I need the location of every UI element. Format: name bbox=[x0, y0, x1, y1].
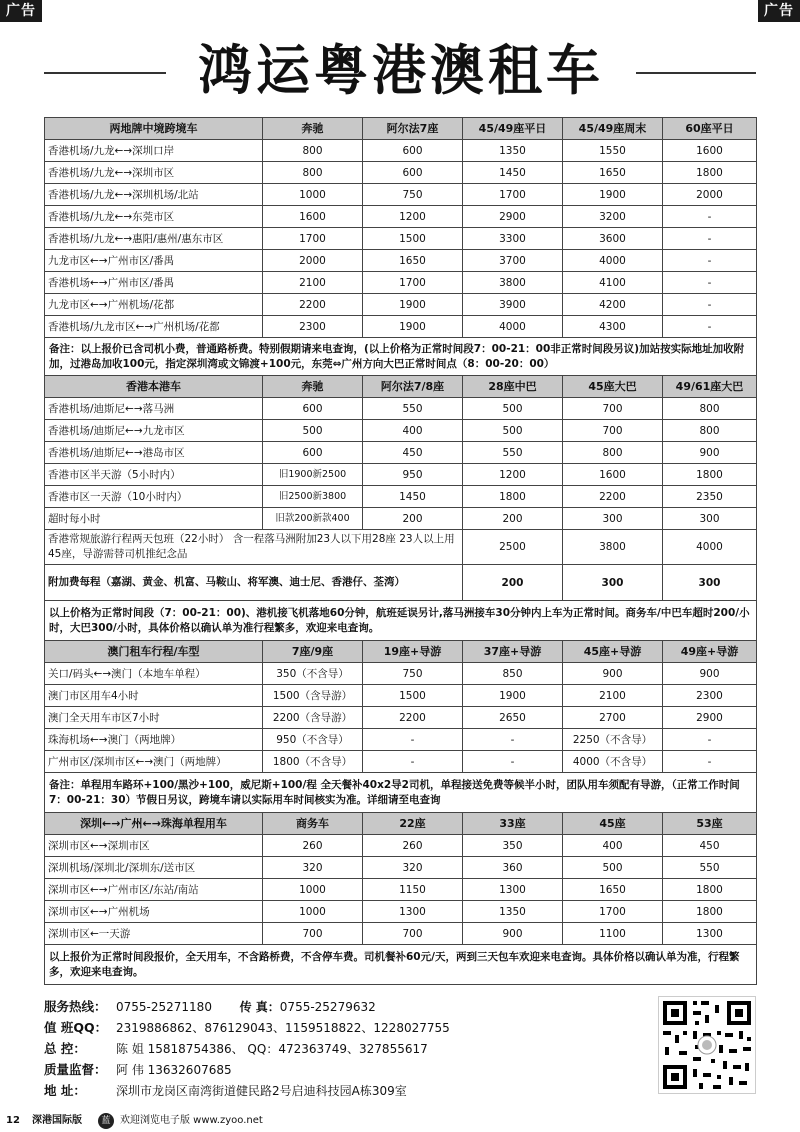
price-cell: 2200 bbox=[363, 707, 463, 729]
t1-header-60-seat: 60座平日 bbox=[663, 118, 757, 140]
price-cell: 450 bbox=[663, 835, 757, 857]
quality-row bbox=[44, 1059, 644, 1080]
price-cell: - bbox=[663, 228, 757, 250]
price-cell: 700 bbox=[563, 398, 663, 420]
page-title: 鸿运粤港澳租车 bbox=[198, 39, 604, 102]
route-cell: 香港机场/迪斯尼←→落马洲 bbox=[45, 398, 263, 420]
route-cell: 澳门市区用车4小时 bbox=[45, 685, 263, 707]
price-cell: 1800 bbox=[463, 486, 563, 508]
price-cell: 1300 bbox=[663, 923, 757, 945]
t2-header-45-seat: 45座大巴 bbox=[563, 376, 663, 398]
table-row bbox=[45, 162, 757, 184]
t2-header-61-seat: 49/61座大巴 bbox=[663, 376, 757, 398]
t3-header-7-seat: 7座/9座 bbox=[263, 641, 363, 663]
price-cell: 800 bbox=[663, 398, 757, 420]
route-cell: 香港机场/迪斯尼←→港岛市区 bbox=[45, 442, 263, 464]
price-cell: 3200 bbox=[563, 206, 663, 228]
price-cell: 500 bbox=[463, 420, 563, 442]
t1-note-row bbox=[45, 338, 757, 376]
table-row bbox=[45, 835, 757, 857]
table-row bbox=[45, 530, 757, 565]
route-cell: 深圳市区←→深圳市区 bbox=[45, 835, 263, 857]
t4-header-22-seat: 22座 bbox=[363, 813, 463, 835]
price-cell: 400 bbox=[563, 835, 663, 857]
t1-header-route: 两地牌中境跨境车 bbox=[45, 118, 263, 140]
table-row bbox=[45, 184, 757, 206]
price-cell: 2100 bbox=[563, 685, 663, 707]
t1-header-alphard: 阿尔法7座 bbox=[363, 118, 463, 140]
t3-header-route: 澳门租车行程/车型 bbox=[45, 641, 263, 663]
price-cell: - bbox=[663, 751, 757, 773]
t3-header-49-seat: 49座+导游 bbox=[663, 641, 757, 663]
price-cell: 3800 bbox=[463, 272, 563, 294]
qq-label: 值 班QQ： bbox=[44, 1020, 108, 1035]
table-row bbox=[45, 464, 757, 486]
price-cell: 1500 bbox=[363, 228, 463, 250]
price-cell: 1900 bbox=[563, 184, 663, 206]
price-cell: 4000 bbox=[563, 250, 663, 272]
price-cell: 1700 bbox=[263, 228, 363, 250]
route-cell: 香港市区一天游（10小时内） bbox=[45, 486, 263, 508]
quality-contact: 阿 伟 13632607685 bbox=[116, 1063, 232, 1077]
t2-header-route: 香港本港车 bbox=[45, 376, 263, 398]
t4-note-row bbox=[45, 945, 757, 985]
qr-code-icon bbox=[658, 996, 756, 1094]
price-cell: 4200 bbox=[563, 294, 663, 316]
t3-header-37-seat: 37座+导游 bbox=[463, 641, 563, 663]
table-row bbox=[45, 228, 757, 250]
price-cell: 3900 bbox=[463, 294, 563, 316]
price-cell: - bbox=[363, 729, 463, 751]
t1-header-bus-weekend: 45/49座周末 bbox=[563, 118, 663, 140]
price-cell: 400 bbox=[363, 420, 463, 442]
t4-header-route: 深圳←→广州←→珠海单程用车 bbox=[45, 813, 263, 835]
price-cell: 1200 bbox=[463, 464, 563, 486]
price-cell: 1000 bbox=[263, 184, 363, 206]
price-cell: 4000（不含导） bbox=[563, 751, 663, 773]
address-text: 深圳市龙岗区南湾街道健民路2号启迪科技园A栋309室 bbox=[116, 1084, 407, 1098]
price-cell: - bbox=[663, 294, 757, 316]
table-row bbox=[45, 879, 757, 901]
price-cell: 1800 bbox=[663, 901, 757, 923]
table-row bbox=[45, 923, 757, 945]
t1-header-row bbox=[45, 118, 757, 140]
table-row bbox=[45, 398, 757, 420]
edition-name: 深港国际版 bbox=[32, 1115, 82, 1126]
table-row bbox=[45, 857, 757, 879]
price-cell: 1800 bbox=[663, 879, 757, 901]
route-cell: 珠海机场←→澳门（两地牌） bbox=[45, 729, 263, 751]
price-cell: 800 bbox=[563, 442, 663, 464]
route-cell: 澳门全天用车市区7小时 bbox=[45, 707, 263, 729]
price-cell: 旧款200新款400 bbox=[263, 508, 363, 530]
magazine-logo-icon: 蓝 bbox=[98, 1113, 114, 1129]
price-cell: 550 bbox=[663, 857, 757, 879]
price-cell: 2300 bbox=[663, 685, 757, 707]
address-row bbox=[44, 1080, 644, 1101]
ad-tag-right: 广告 bbox=[758, 0, 800, 22]
price-cell: 2000 bbox=[263, 250, 363, 272]
price-cell: 1600 bbox=[663, 140, 757, 162]
t3-header-19-seat: 19座+导游 bbox=[363, 641, 463, 663]
route-cell: 深圳市区←一天游 bbox=[45, 923, 263, 945]
route-cell: 深圳市区←→广州机场 bbox=[45, 901, 263, 923]
control-contact: 陈 姐 15818754386、 QQ：472363749、327855617 bbox=[116, 1042, 428, 1056]
price-cell: 800 bbox=[263, 162, 363, 184]
price-cell: 4000 bbox=[463, 316, 563, 338]
price-cell: 1800 bbox=[663, 464, 757, 486]
price-cell: 1100 bbox=[563, 923, 663, 945]
t2-header-28-seat: 28座中巴 bbox=[463, 376, 563, 398]
price-cell: - bbox=[363, 751, 463, 773]
table-row bbox=[45, 901, 757, 923]
price-cell: 旧2500新3800 bbox=[263, 486, 363, 508]
price-cell: 2100 bbox=[263, 272, 363, 294]
t4-header-business: 商务车 bbox=[263, 813, 363, 835]
price-cell: 2200（含导游） bbox=[263, 707, 363, 729]
price-cell: 900 bbox=[463, 923, 563, 945]
price-cell: 1500 bbox=[363, 685, 463, 707]
price-cell: 300 bbox=[563, 565, 663, 601]
price-cell: 1000 bbox=[263, 879, 363, 901]
price-cell: 500 bbox=[463, 398, 563, 420]
price-cell: - bbox=[663, 250, 757, 272]
price-cell: 1800（不含导） bbox=[263, 751, 363, 773]
price-cell: 300 bbox=[663, 565, 757, 601]
price-cell: 700 bbox=[563, 420, 663, 442]
price-cell: 2200 bbox=[263, 294, 363, 316]
route-cell: 超时每小时 bbox=[45, 508, 263, 530]
route-cell: 香港机场/九龙←→惠阳/惠州/惠东市区 bbox=[45, 228, 263, 250]
price-cell: 2900 bbox=[463, 206, 563, 228]
price-cell: 2900 bbox=[663, 707, 757, 729]
price-cell: 450 bbox=[363, 442, 463, 464]
table-row bbox=[45, 420, 757, 442]
price-cell: 1700 bbox=[463, 184, 563, 206]
route-cell: 关口/码头←→澳门（本地车单程） bbox=[45, 663, 263, 685]
table-row bbox=[45, 751, 757, 773]
price-cell: 2500 bbox=[463, 530, 563, 565]
price-cell: 1450 bbox=[463, 162, 563, 184]
price-cell: 旧1900新2500 bbox=[263, 464, 363, 486]
hotline-label: 服务热线： bbox=[44, 999, 107, 1014]
price-cell: 350（不含导） bbox=[263, 663, 363, 685]
price-cell: 1150 bbox=[363, 879, 463, 901]
price-cell: 4100 bbox=[563, 272, 663, 294]
price-cell: - bbox=[463, 729, 563, 751]
price-cell: 1700 bbox=[563, 901, 663, 923]
price-cell: 1300 bbox=[363, 901, 463, 923]
price-cell: - bbox=[663, 316, 757, 338]
price-cell: 500 bbox=[563, 857, 663, 879]
address-label: 地 址： bbox=[44, 1083, 86, 1098]
route-cell: 深圳市区←→广州市区/东站/南站 bbox=[45, 879, 263, 901]
qq-row bbox=[44, 1017, 644, 1038]
price-cell: 4300 bbox=[563, 316, 663, 338]
price-cell: 350 bbox=[463, 835, 563, 857]
table-row bbox=[45, 316, 757, 338]
control-label: 总 控： bbox=[44, 1041, 86, 1056]
price-cell: 600 bbox=[263, 398, 363, 420]
price-cell: - bbox=[463, 751, 563, 773]
t4-note: 以上报价为正常时间段报价，全天用车，不含路桥费，不含停车费。司机餐补60元/天，两到三天包车欢迎来电查询。具体价格以确认单为准，行程繁多，欢迎来电查询。 bbox=[45, 945, 757, 985]
route-cell: 深圳机场/深圳北/深圳东/送市区 bbox=[45, 857, 263, 879]
price-cell: 1350 bbox=[463, 140, 563, 162]
t4-header-33-seat: 33座 bbox=[463, 813, 563, 835]
price-cell: 300 bbox=[663, 508, 757, 530]
route-cell: 九龙市区←→广州机场/花都 bbox=[45, 294, 263, 316]
t3-note-row bbox=[45, 773, 757, 813]
fax-label: 传 真： bbox=[239, 1000, 280, 1014]
price-cell: 1700 bbox=[363, 272, 463, 294]
t3-header-45-seat: 45座+导游 bbox=[563, 641, 663, 663]
price-cell: 200 bbox=[463, 565, 563, 601]
control-row bbox=[44, 1038, 644, 1059]
price-cell: 360 bbox=[463, 857, 563, 879]
page-number: 12 bbox=[6, 1115, 20, 1126]
t3-header-row bbox=[45, 641, 757, 663]
price-cell: 2650 bbox=[463, 707, 563, 729]
route-cell: 香港机场/九龙←→深圳市区 bbox=[45, 162, 263, 184]
price-cell: 4000 bbox=[663, 530, 757, 565]
title-row bbox=[0, 36, 800, 106]
t2-header-alphard: 阿尔法7/8座 bbox=[363, 376, 463, 398]
route-cell: 香港机场/九龙市区←→广州机场/花都 bbox=[45, 316, 263, 338]
table-row bbox=[45, 508, 757, 530]
price-cell: 500 bbox=[263, 420, 363, 442]
price-cell: 2000 bbox=[663, 184, 757, 206]
t4-header-row bbox=[45, 813, 757, 835]
price-cell: 1800 bbox=[663, 162, 757, 184]
price-cell: 320 bbox=[263, 857, 363, 879]
price-cell: 320 bbox=[363, 857, 463, 879]
price-cell: 3800 bbox=[563, 530, 663, 565]
fax-number: 0755-25279632 bbox=[279, 1000, 376, 1014]
t2-header-row bbox=[45, 376, 757, 398]
website-link[interactable]: 欢迎浏览电子版 www.zyoo.net bbox=[120, 1115, 263, 1126]
price-cell: - bbox=[663, 272, 757, 294]
route-cell: 香港机场/迪斯尼←→九龙市区 bbox=[45, 420, 263, 442]
price-cell: 1450 bbox=[363, 486, 463, 508]
title-rule-left bbox=[44, 72, 166, 74]
price-cell: 700 bbox=[363, 923, 463, 945]
table-row bbox=[45, 442, 757, 464]
price-cell: 1900 bbox=[463, 685, 563, 707]
price-cell: 1300 bbox=[463, 879, 563, 901]
price-cell: 900 bbox=[663, 663, 757, 685]
qq-numbers: 2319886862、876129043、1159518822、1228027755 bbox=[116, 1021, 450, 1035]
price-cell: 2200 bbox=[563, 486, 663, 508]
route-cell: 香港机场←→广州市区/番禺 bbox=[45, 272, 263, 294]
price-cell: 2300 bbox=[263, 316, 363, 338]
t2-header-benz: 奔驰 bbox=[263, 376, 363, 398]
price-cell: 750 bbox=[363, 663, 463, 685]
t1-header-benz: 奔驰 bbox=[263, 118, 363, 140]
title-rule-right bbox=[636, 72, 756, 74]
price-cell: 3600 bbox=[563, 228, 663, 250]
price-cell: 550 bbox=[363, 398, 463, 420]
price-cell: 1900 bbox=[363, 294, 463, 316]
price-cell: 750 bbox=[363, 184, 463, 206]
price-cell: 700 bbox=[263, 923, 363, 945]
price-cell: 2250（不含导） bbox=[563, 729, 663, 751]
t4-header-53-seat: 53座 bbox=[663, 813, 757, 835]
price-cell: 1000 bbox=[263, 901, 363, 923]
price-cell: 800 bbox=[263, 140, 363, 162]
price-cell: 1350 bbox=[463, 901, 563, 923]
ad-tag-left: 广告 bbox=[0, 0, 42, 22]
table-row bbox=[45, 140, 757, 162]
route-cell: 香港机场/九龙←→东莞市区 bbox=[45, 206, 263, 228]
t3-note: 备注：单程用车路环+100/黑沙+100，威尼斯+100/程 全天餐补40x2导2司机，单程接送免费等候半小时，团队用车须配有导游，（正常工作时间7：00-21：30）节假日另议，跨境车请以实际用车时间核实为准。详细请至电查询 bbox=[45, 773, 757, 813]
price-tables bbox=[44, 117, 756, 985]
price-cell: - bbox=[663, 729, 757, 751]
table-row bbox=[45, 294, 757, 316]
table-row bbox=[45, 729, 757, 751]
price-cell: 300 bbox=[563, 508, 663, 530]
route-cell: 广州市区/深圳市区←→澳门（两地牌） bbox=[45, 751, 263, 773]
price-cell: - bbox=[663, 206, 757, 228]
price-cell: 550 bbox=[463, 442, 563, 464]
page-footer bbox=[0, 1110, 800, 1132]
price-cell: 850 bbox=[463, 663, 563, 685]
price-cell: 1650 bbox=[563, 162, 663, 184]
price-cell: 900 bbox=[563, 663, 663, 685]
price-cell: 1650 bbox=[563, 879, 663, 901]
price-cell: 800 bbox=[663, 420, 757, 442]
route-cell: 香港市区半天游（5小时内） bbox=[45, 464, 263, 486]
price-cell: 260 bbox=[263, 835, 363, 857]
price-cell: 1600 bbox=[563, 464, 663, 486]
price-cell: 1900 bbox=[363, 316, 463, 338]
route-cell: 香港机场/九龙←→深圳机场/北站 bbox=[45, 184, 263, 206]
table-row bbox=[45, 663, 757, 685]
route-cell: 香港机场/九龙←→深圳口岸 bbox=[45, 140, 263, 162]
hotline-number: 0755-25271180 bbox=[116, 1000, 212, 1014]
contact-info bbox=[44, 996, 644, 1101]
table-row bbox=[45, 250, 757, 272]
table-row bbox=[45, 486, 757, 508]
t4-header-45-seat: 45座 bbox=[563, 813, 663, 835]
price-cell: 200 bbox=[363, 508, 463, 530]
table-row bbox=[45, 685, 757, 707]
price-cell: 260 bbox=[363, 835, 463, 857]
table-row bbox=[45, 272, 757, 294]
price-cell: 600 bbox=[263, 442, 363, 464]
price-cell: 2350 bbox=[663, 486, 757, 508]
t2-note-row bbox=[45, 601, 757, 641]
surcharge-cell: 附加费每程（嘉湖、黄金、机富、马鞍山、将军澳、迪士尼、香港仔、荃湾） bbox=[45, 565, 463, 601]
price-cell: 600 bbox=[363, 140, 463, 162]
t1-note: 备注：以上报价已含司机小费，普通路桥费。特别假期请来电查询，(以上价格为正常时间段7：00-21：00非正常时间段另议)加站按实际地址加收附加，过港岛加收100元，指定深圳湾或文锦渡+100元，东莞⇔广州方向大巴正常时间点（8：00-20：00） bbox=[45, 338, 757, 376]
hotline-row bbox=[44, 996, 644, 1017]
price-cell: 2700 bbox=[563, 707, 663, 729]
table-row bbox=[45, 206, 757, 228]
price-cell: 950 bbox=[363, 464, 463, 486]
t1-header-bus-weekday: 45/49座平日 bbox=[463, 118, 563, 140]
table-row bbox=[45, 565, 757, 601]
price-cell: 1650 bbox=[363, 250, 463, 272]
price-cell: 900 bbox=[663, 442, 757, 464]
tour-package-cell: 香港常规旅游行程两天包班（22小时） 含一程落马洲附加23人以下用28座 23人以上用45座，导游需替司机推纪念品 bbox=[45, 530, 463, 565]
price-cell: 3700 bbox=[463, 250, 563, 272]
price-cell: 600 bbox=[363, 162, 463, 184]
price-cell: 200 bbox=[463, 508, 563, 530]
table-row bbox=[45, 707, 757, 729]
quality-label: 质量监督： bbox=[44, 1062, 107, 1077]
price-cell: 1600 bbox=[263, 206, 363, 228]
t2-note: 以上价格为正常时间段（7：00-21：00)、港机接飞机落地60分钟，航班延误另计,落马洲接车30分钟内上车为正常时间。商务车/中巴车超时200/小时，大巴300/小时，具体价格以确认单为准行程繁多，欢迎来电查询。 bbox=[45, 601, 757, 641]
price-cell: 1550 bbox=[563, 140, 663, 162]
price-cell: 3300 bbox=[463, 228, 563, 250]
pricing-table bbox=[44, 117, 757, 985]
price-cell: 1500（含导游） bbox=[263, 685, 363, 707]
price-cell: 950（不含导） bbox=[263, 729, 363, 751]
route-cell: 九龙市区←→广州市区/番禺 bbox=[45, 250, 263, 272]
price-cell: 1200 bbox=[363, 206, 463, 228]
